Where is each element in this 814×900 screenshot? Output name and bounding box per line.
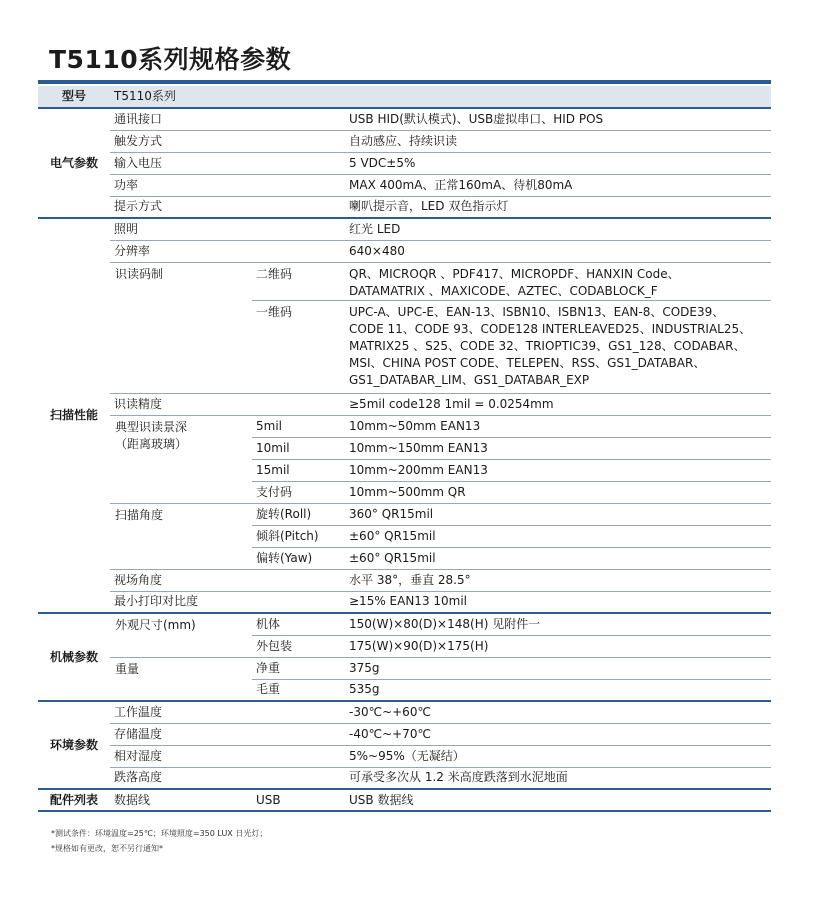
title-divider: [38, 80, 771, 84]
table-row: [38, 613, 771, 635]
value-line: GS1_DATABAR_LIM、GS1_DATABAR_EXP: [349, 372, 590, 387]
row-label: 工作温度: [110, 701, 345, 723]
model-value: T5110系列: [110, 86, 771, 108]
row-sublabel: 外包装: [252, 635, 345, 657]
row-value: 水平 38°，垂直 28.5°: [345, 569, 771, 591]
row-label: 相对湿度: [110, 745, 345, 767]
model-row: [38, 86, 771, 108]
row-label: 扫描角度: [110, 503, 252, 569]
table-row: [38, 723, 771, 745]
row-value: 喇叭提示音，LED 双色指示灯: [345, 196, 771, 218]
row-label: 存储温度: [110, 723, 345, 745]
table-row: [38, 657, 771, 679]
row-value: 10mm~150mm EAN13: [345, 437, 771, 459]
group-env: 环境参数: [38, 701, 110, 789]
value-line: MATRIX25 、S25、CODE 32、TRIOPTIC39、GS1_128、CODABAR、: [349, 338, 746, 353]
row-value: 10mm~200mm EAN13: [345, 459, 771, 481]
row-value: ≥5mil code128 1mil = 0.0254mm: [345, 393, 771, 415]
row-value: 360° QR15mil: [345, 503, 771, 525]
row-label: 识读精度: [110, 393, 345, 415]
row-value: ±60° QR15mil: [345, 525, 771, 547]
row-value: 175(W)×90(D)×175(H): [345, 635, 771, 657]
row-value: 10mm~500mm QR: [345, 481, 771, 503]
row-value: 640×480: [345, 240, 771, 262]
table-row: [38, 393, 771, 415]
row-label: 重量: [110, 657, 252, 701]
row-value: 535g: [345, 679, 771, 701]
row-value: 红光 LED: [345, 218, 771, 240]
row-label: 视场角度: [110, 569, 345, 591]
row-value: -30℃~+60℃: [345, 701, 771, 723]
value-line: MSI、CHINA POST CODE、TELEPEN、RSS、GS1_DATABAR、: [349, 355, 706, 370]
table-row: [38, 503, 771, 525]
row-label: 最小打印对比度: [110, 591, 345, 613]
row-value: USB 数据线: [345, 789, 771, 811]
value-line: UPC-A、UPC-E、EAN-13、ISBN10、ISBN13、EAN-8、CODE39、: [349, 304, 725, 319]
row-sublabel: 支付码: [252, 481, 345, 503]
row-value: 10mm~50mm EAN13: [345, 415, 771, 437]
footnote: *测试条件：环境温度=25℃；环境照度=350 LUX 日光灯；: [51, 829, 268, 838]
group-electric: 电气参数: [38, 108, 110, 218]
table-row: [38, 130, 771, 152]
row-label: 跌落高度: [110, 767, 345, 789]
group-acc: 配件列表: [38, 789, 110, 811]
row-label: 分辨率: [110, 240, 345, 262]
row-sublabel: 毛重: [252, 679, 345, 701]
row-label: 识读码制: [110, 262, 252, 393]
table-row: [38, 240, 771, 262]
row-label: 外观尺寸(mm): [110, 613, 252, 657]
row-label: 提示方式: [110, 196, 345, 218]
spec-table: [38, 86, 771, 812]
row-sublabel: 二维码: [252, 262, 345, 300]
table-row: [38, 701, 771, 723]
row-sublabel: 一维码: [252, 300, 345, 393]
model-label: 型号: [38, 86, 110, 108]
value-line: DATAMATRIX 、MAXICODE、AZTEC、CODABLOCK_F: [349, 283, 658, 298]
table-row: [38, 196, 771, 218]
row-sublabel: 15mil: [252, 459, 345, 481]
table-row: [38, 174, 771, 196]
group-scan: 扫描性能: [38, 218, 110, 613]
row-label: 输入电压: [110, 152, 345, 174]
row-value: 150(W)×80(D)×148(H) 见附件一: [345, 613, 771, 635]
row-value: 375g: [345, 657, 771, 679]
table-row: [38, 745, 771, 767]
row-value: MAX 400mA、正常160mA、待机80mA: [345, 174, 771, 196]
row-sublabel: 10mil: [252, 437, 345, 459]
table-row: [38, 262, 771, 300]
row-sublabel: 5mil: [252, 415, 345, 437]
footnote: *规格如有更改，恕不另行通知*: [51, 844, 163, 853]
row-sublabel: 净重: [252, 657, 345, 679]
row-sublabel: 机体: [252, 613, 345, 635]
row-value: USB HID(默认模式)、USB虚拟串口、HID POS: [345, 108, 771, 130]
footnotes: [51, 826, 267, 856]
group-mech: 机械参数: [38, 613, 110, 701]
table-row: [38, 789, 771, 811]
row-sublabel: USB: [252, 789, 345, 811]
value-line: CODE 11、CODE 93、CODE128 INTERLEAVED25、INDUSTRIAL25、: [349, 321, 752, 336]
row-value: [345, 262, 771, 300]
value-line: QR、MICROQR 、PDF417、MICROPDF、HANXIN Code、: [349, 266, 680, 281]
row-value: ≥15% EAN13 10mil: [345, 591, 771, 613]
table-row: [38, 767, 771, 789]
row-label: 数据线: [110, 789, 252, 811]
row-label: 触发方式: [110, 130, 345, 152]
table-row: [38, 218, 771, 240]
row-sublabel: 偏转(Yaw): [252, 547, 345, 569]
row-value: 5%~95%（无凝结）: [345, 745, 771, 767]
row-value: [345, 300, 771, 393]
row-label: 通讯接口: [110, 108, 345, 130]
table-row: [38, 108, 771, 130]
row-sublabel: 倾斜(Pitch): [252, 525, 345, 547]
row-value: 可承受多次从 1.2 米高度跌落到水泥地面: [345, 767, 771, 789]
row-label: 照明: [110, 218, 345, 240]
table-row: [38, 152, 771, 174]
dof-label: 典型识读景深: [115, 419, 188, 434]
table-row: [38, 591, 771, 613]
row-value: ±60° QR15mil: [345, 547, 771, 569]
row-label: [110, 415, 252, 503]
table-row: [38, 569, 771, 591]
row-value: -40℃~+70℃: [345, 723, 771, 745]
row-sublabel: 旋转(Roll): [252, 503, 345, 525]
page-title: T5110系列规格参数: [49, 45, 292, 74]
dof-label-note: （距离玻璃）: [115, 436, 188, 451]
row-value: 自动感应、持续识读: [345, 130, 771, 152]
row-label: 功率: [110, 174, 345, 196]
table-row: [38, 415, 771, 437]
row-value: 5 VDC±5%: [345, 152, 771, 174]
